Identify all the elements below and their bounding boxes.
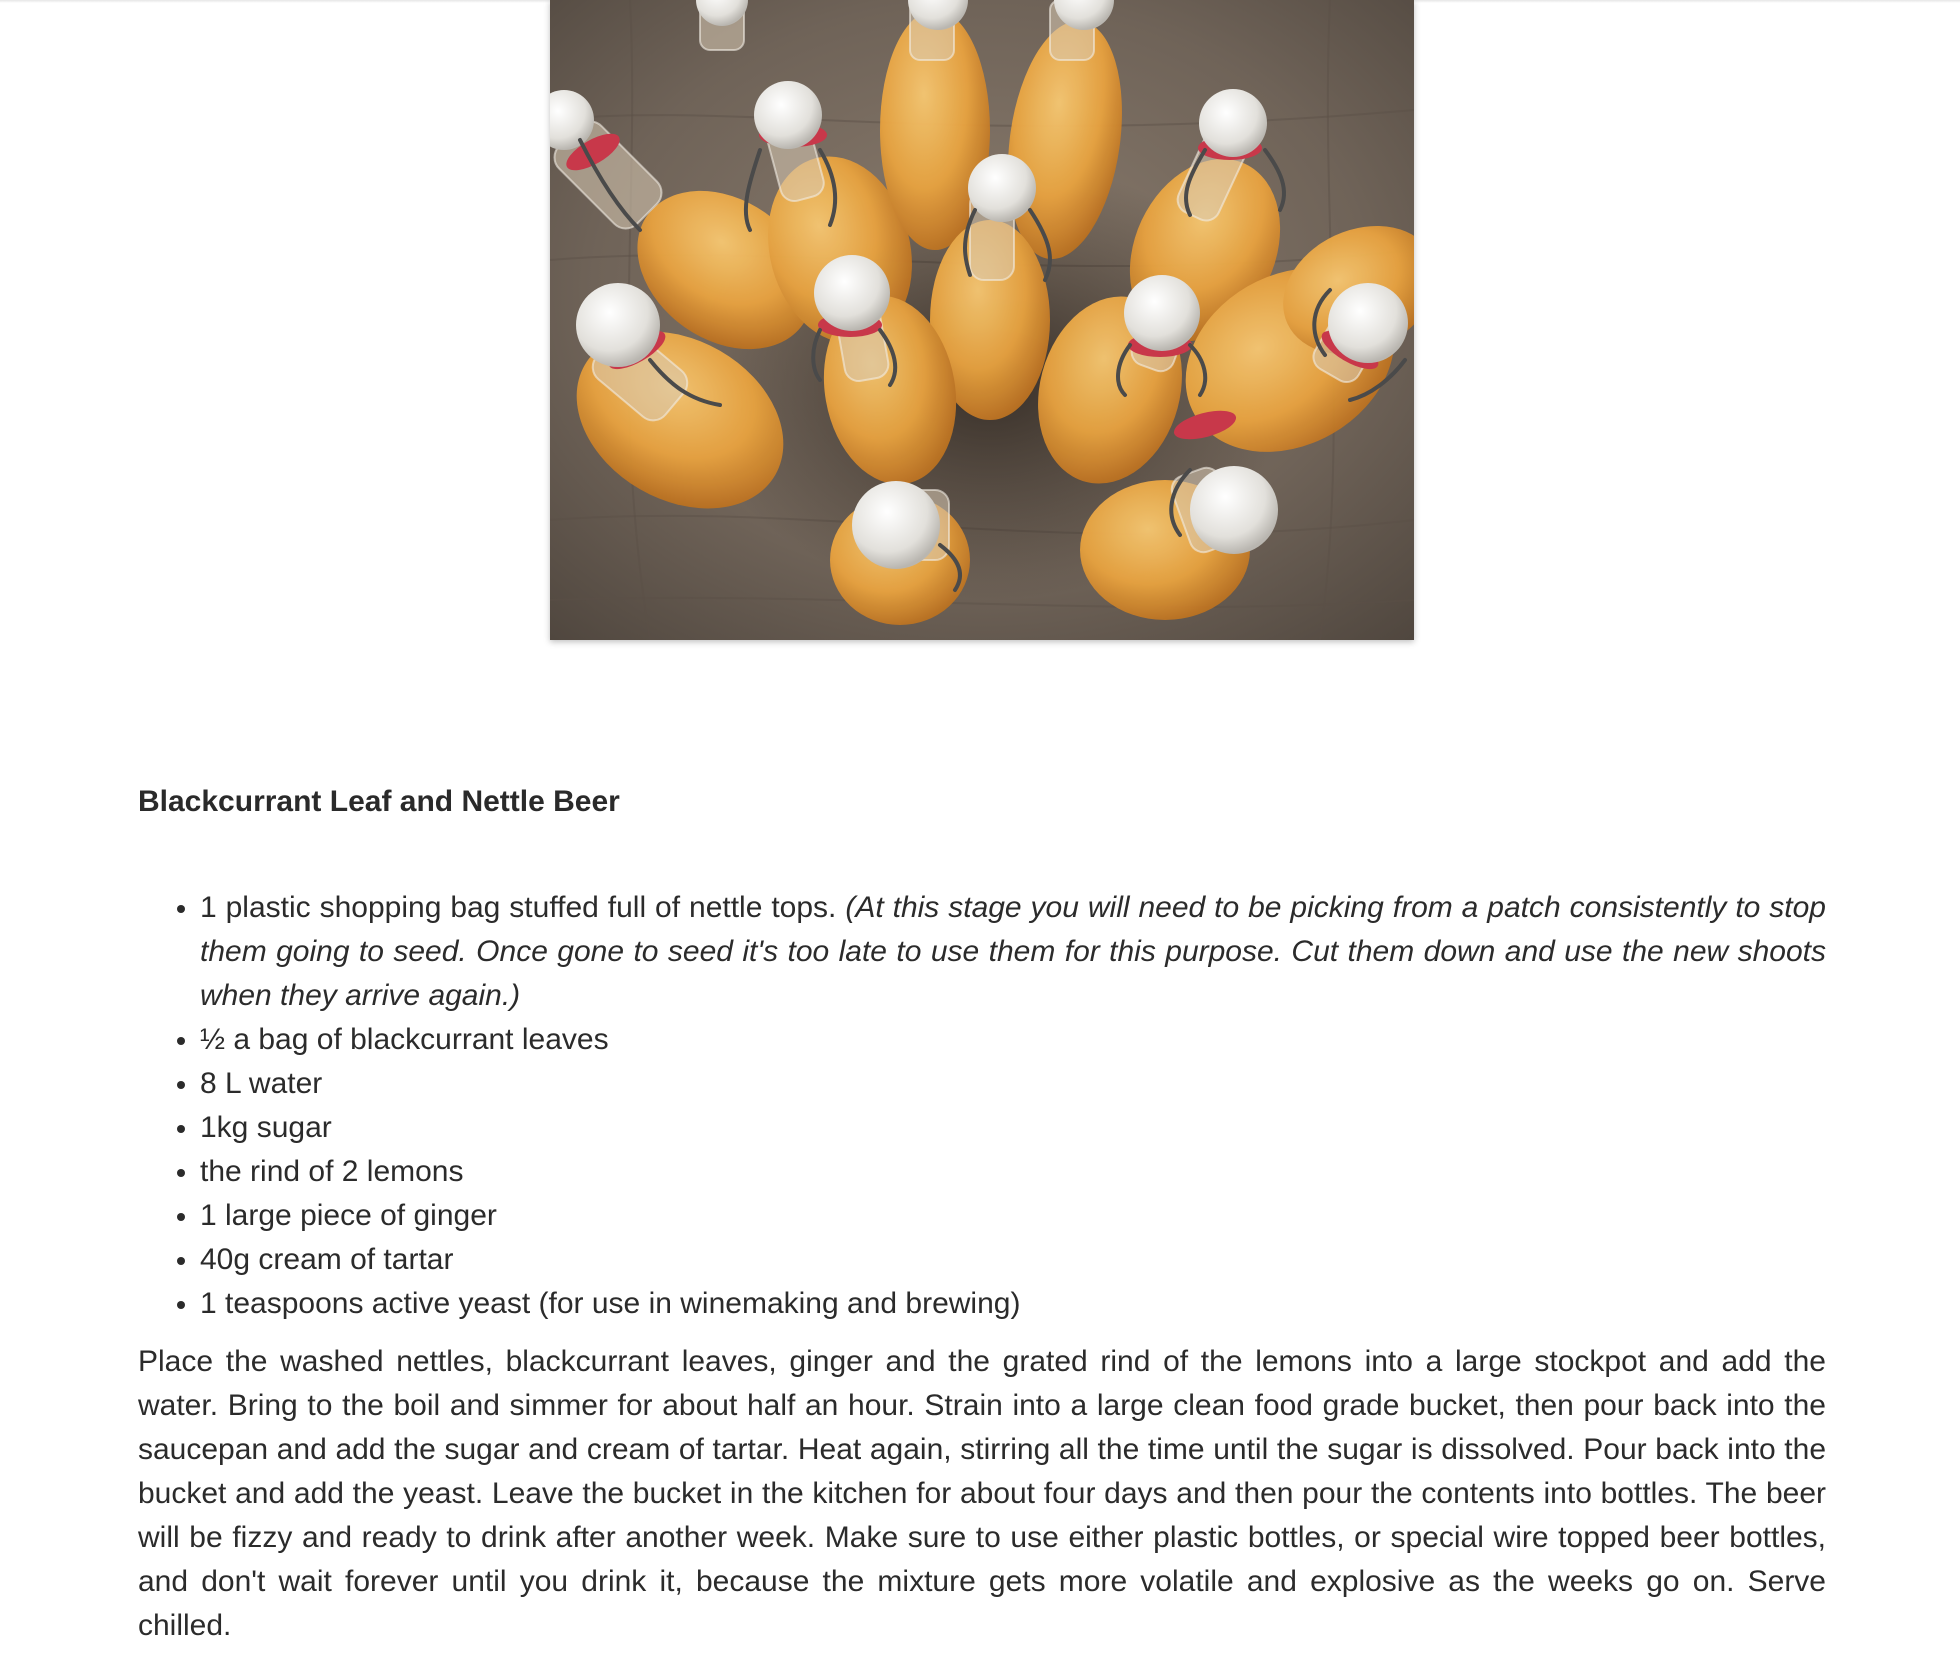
ingredient-item <box>200 1062 1826 1106</box>
ingredient-text: the rind of 2 lemons <box>200 1155 464 1188</box>
ingredient-item <box>200 1106 1826 1150</box>
method-paragraph: Place the washed nettles, blackcurrant leaves, ginger and the grated rind of the lemons into a large stockpot and add the water. Bring to the boil and simmer for about half an hour. Strain into a large clean food grade bucket, then pour back into the saucepan and add the sugar and cream of tartar. Heat again, stirring all the time until the sugar is dissolved. Pour back into the bucket and add the yeast. Leave the bucket in the kitchen for about four days and then pour the contents into bottles. The beer will be fizzy and ready to drink after another week. Make sure to use either plastic bottles, or special wire topped beer bottles, and don't wait forever until you drink it, because the mixture gets more volatile and explosive as the weeks go on. Serve chilled. <box>138 1345 1826 1642</box>
ingredient-item <box>200 1282 1826 1326</box>
ingredient-note: (At this stage you will need to be picking from a patch consistently to stop them going to seed. Once gone to seed it's too late to use them for this purpose. Cut them down and use the new shoots when they arrive again.) <box>200 891 1826 1012</box>
ingredient-item <box>200 1018 1826 1062</box>
ingredient-text: 1 plastic shopping bag stuffed full of nettle tops. <box>200 891 846 924</box>
ingredient-text: ½ a bag of blackcurrant leaves <box>200 1023 609 1056</box>
ingredient-text: 1 teaspoons active yeast (for use in winemaking and brewing) <box>200 1287 1021 1320</box>
ingredient-text: 1kg sugar <box>200 1111 332 1144</box>
ingredient-item <box>200 1194 1826 1238</box>
ingredient-item <box>200 1238 1826 1282</box>
ingredient-text: 40g cream of tartar <box>200 1243 454 1276</box>
recipe-article <box>138 770 1826 1648</box>
ingredient-item <box>200 1150 1826 1194</box>
ingredient-text: 1 large piece of ginger <box>200 1199 497 1232</box>
recipe-title: Blackcurrant Leaf and Nettle Beer <box>138 785 620 818</box>
ingredient-item <box>200 886 1826 1018</box>
ingredient-text: 8 L water <box>200 1067 323 1100</box>
ingredient-list <box>138 886 1826 1326</box>
bottles-illustration <box>550 0 1414 640</box>
bottles-photo <box>550 0 1414 640</box>
